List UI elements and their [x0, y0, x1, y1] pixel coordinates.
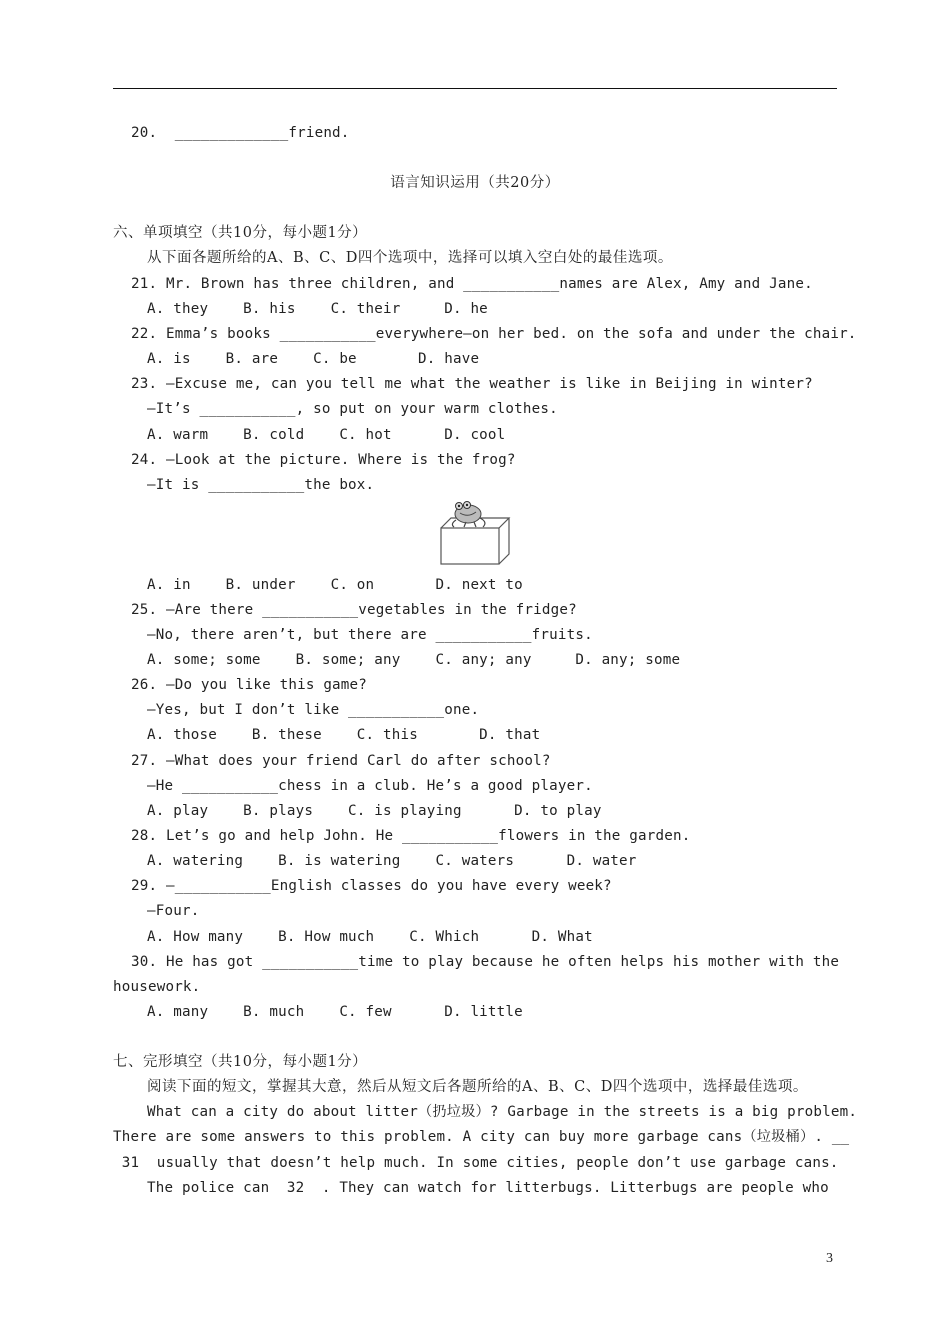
- question-24-line2: —It is ___________the box.: [147, 477, 375, 493]
- question-27-line2: —He ___________chess in a club. He’s a good player.: [147, 778, 593, 794]
- question-24-options: A. in B. under C. on D. next to: [147, 577, 523, 593]
- question-23-line2: —It’s ___________, so put on your warm clothes.: [147, 401, 558, 417]
- header-rule: [113, 88, 837, 89]
- question-22-options: A. is B. are C. be D. have: [147, 351, 480, 367]
- question-27: 27. —What does your friend Carl do after school?: [131, 753, 551, 769]
- passage-line-2: There are some answers to this problem. A city can buy more garbage cans（垃圾桶）. __: [113, 1129, 850, 1145]
- passage-line-3: 31 usually that doesn’t help much. In some cities, people don’t use garbage cans.: [113, 1155, 839, 1171]
- part6-instruction: 从下面各题所给的A、B、C、D四个选项中，选择可以填入空白处的最佳选项。: [147, 250, 673, 266]
- question-27-options: A. play B. plays C. is playing D. to play: [147, 803, 602, 819]
- question-26-line2: —Yes, but I don’t like ___________one.: [147, 702, 480, 718]
- question-25-line2: —No, there aren’t, but there are ___________fruits.: [147, 627, 593, 643]
- question-30-options: A. many B. much C. few D. little: [147, 1004, 523, 1020]
- question-26-options: A. those B. these C. this D. that: [147, 727, 541, 743]
- part7-instruction: 阅读下面的短文，掌握其大意，然后从短文后各题所给的A、B、C、D四个选项中，选择最佳选项。: [147, 1079, 808, 1095]
- question-28: 28. Let’s go and help John. He ___________flowers in the garden.: [131, 828, 691, 844]
- question-22: 22. Emma’s books ___________everywhere—on her bed. on the sofa and under the chair.: [131, 326, 857, 342]
- question-30-line2: housework.: [113, 979, 201, 995]
- frog-on-box-image: [436, 500, 512, 568]
- part6-title: 六、单项填空（共10分，每小题1分）: [113, 225, 368, 241]
- question-26: 26. —Do you like this game?: [131, 677, 368, 693]
- passage-line-4: The police can 32 . They can watch for litterbugs. Litterbugs are people who: [147, 1180, 829, 1196]
- question-21: 21. Mr. Brown has three children, and ___________names are Alex, Amy and Jane.: [131, 276, 813, 292]
- question-30: 30. He has got ___________time to play because he often helps his mother with the: [131, 954, 840, 970]
- question-24: 24. —Look at the picture. Where is the frog?: [131, 452, 516, 468]
- question-23: 23. —Excuse me, can you tell me what the weather is like in Beijing in winter?: [131, 376, 813, 392]
- question-25: 25. —Are there ___________vegetables in the fridge?: [131, 602, 577, 618]
- passage-line-1: What can a city do about litter（扔垃圾）? Garbage in the streets is a big problem.: [147, 1104, 858, 1120]
- question-20: 20. _____________friend.: [131, 125, 350, 141]
- question-23-options: A. warm B. cold C. hot D. cool: [147, 427, 506, 443]
- section-heading: 语言知识运用（共20分）: [390, 175, 560, 191]
- question-21-options: A. they B. his C. their D. he: [147, 301, 488, 317]
- question-25-options: A. some; some B. some; any C. any; any D. any; some: [147, 652, 681, 668]
- question-28-options: A. watering B. is watering C. waters D. water: [147, 853, 637, 869]
- page-number: 3: [826, 1251, 833, 1266]
- question-29-line2: —Four.: [147, 903, 200, 919]
- part7-title: 七、完形填空（共10分，每小题1分）: [113, 1054, 368, 1070]
- question-29-options: A. How many B. How much C. Which D. What: [147, 929, 593, 945]
- question-29: 29. —___________English classes do you have every week?: [131, 878, 612, 894]
